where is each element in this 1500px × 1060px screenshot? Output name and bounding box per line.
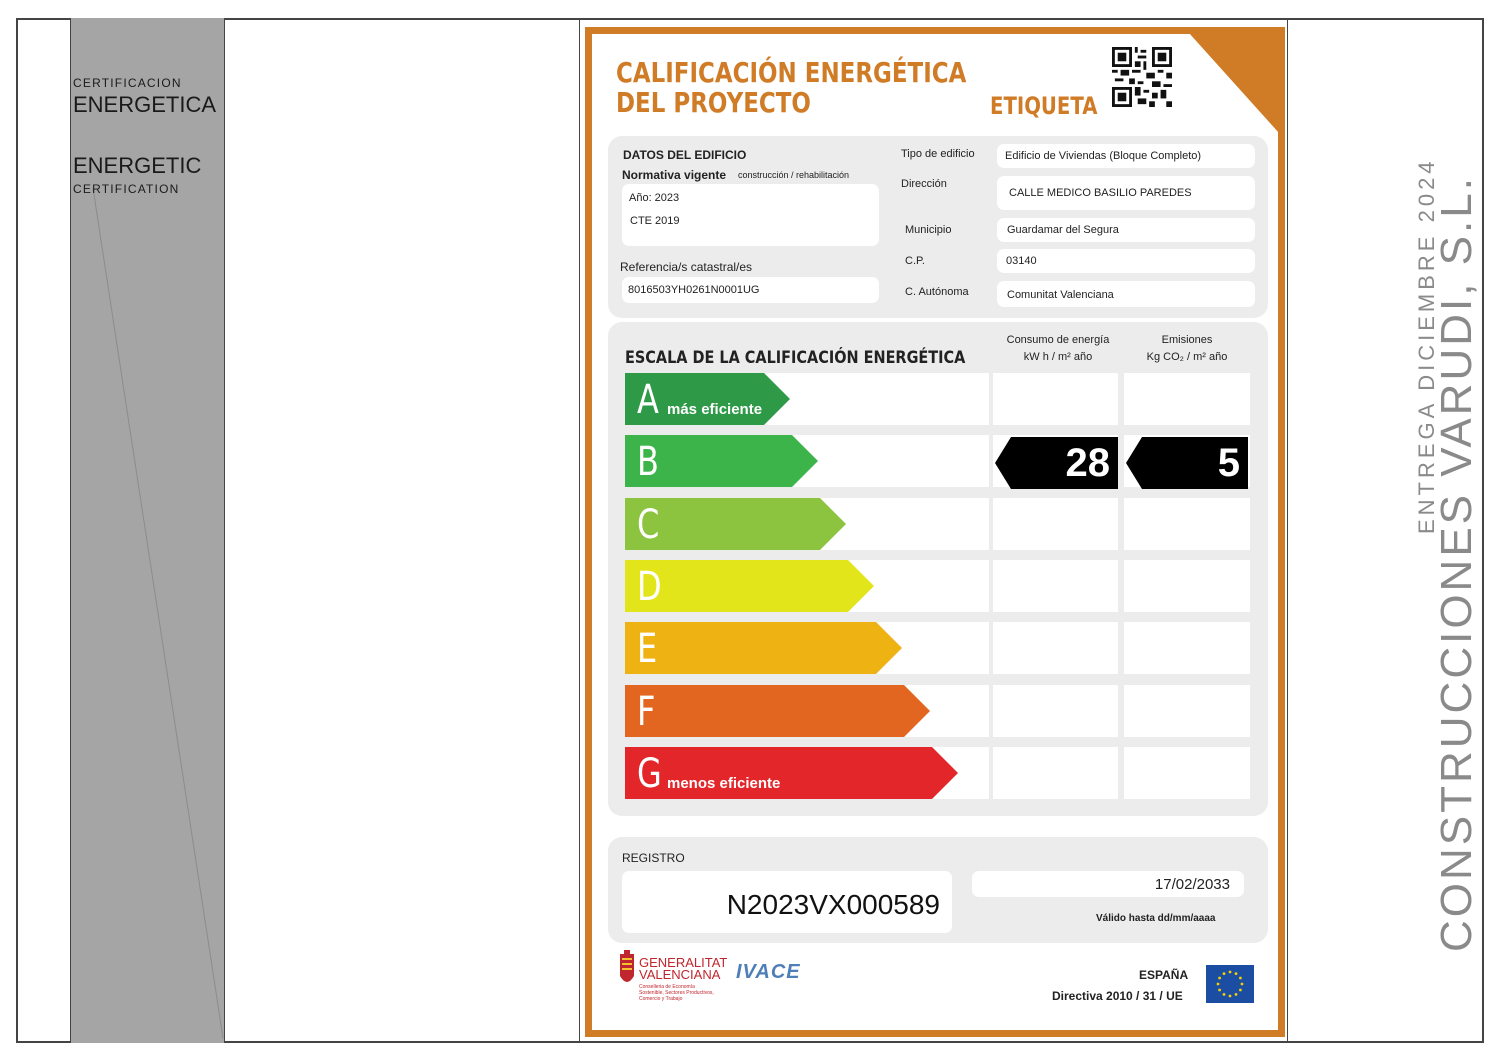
grade-arrow-g — [625, 747, 958, 799]
qr-code-icon[interactable] — [1112, 47, 1172, 107]
normativa-box — [622, 184, 879, 246]
conselleria-line1: Conselleria de Economía — [639, 984, 695, 990]
consumption-column-header — [988, 332, 1128, 366]
generalitat-line2: VALENCIANA — [639, 967, 721, 982]
direccion-box — [997, 176, 1255, 210]
registro-date: 17/02/2033 — [1154, 876, 1230, 893]
tipo-edificio-value: Edificio de Viviendas (Bloque Completo) — [1005, 150, 1202, 162]
energy-label — [585, 27, 1285, 1037]
grade-arrow-f — [625, 685, 930, 737]
label-title-line1: CALIFICACIÓN ENERGÉTICA — [616, 56, 967, 89]
consumption-value: 28 — [1065, 441, 1110, 485]
emissions-cell — [1124, 373, 1250, 425]
column-divider-left — [579, 18, 580, 1043]
emissions-cell — [1124, 622, 1250, 674]
emissions-value: 5 — [1217, 441, 1240, 485]
grade-sublabel: menos eficiente — [667, 775, 781, 792]
grade-letter: E — [637, 626, 658, 672]
grade-arrow-b — [625, 435, 818, 487]
grade-arrow-a — [625, 373, 790, 425]
consumption-header-line1: Consumo de energía — [1006, 334, 1110, 346]
registro-date-box — [972, 871, 1244, 897]
energy-scale-title: ESCALA DE LA CALIFICACIÓN ENERGÉTICA — [625, 348, 966, 368]
catastral-box — [622, 277, 879, 303]
cp-label: C.P. — [905, 255, 925, 267]
registro-number-box — [622, 871, 952, 933]
municipio-value: Guardamar del Segura — [1007, 224, 1119, 236]
sidebar-line-energetic: ENERGETIC — [73, 153, 202, 178]
comunidad-value: Comunitat Valenciana — [1007, 289, 1114, 301]
consumption-cell — [993, 747, 1118, 799]
directiva-text: Directiva 2010 / 31 / UE — [1052, 989, 1183, 1003]
consumption-cell — [993, 373, 1118, 425]
municipio-box — [997, 218, 1255, 242]
cp-value: 03140 — [1006, 255, 1037, 267]
grade-arrow-e — [625, 622, 902, 674]
building-section-title: DATOS DEL EDIFICIO — [623, 148, 747, 162]
grade-sublabel: más eficiente — [667, 401, 763, 418]
consumption-value-marker — [995, 437, 1118, 489]
conselleria-line3: Comercio y Trabajo — [639, 996, 683, 1002]
normativa-norm: CTE 2019 — [630, 215, 680, 227]
ivace-logo: IVACE — [736, 961, 801, 983]
eu-flag-icon — [1206, 965, 1254, 1003]
emissions-header-line1: Emisiones — [1161, 334, 1213, 346]
emissions-value-marker — [1126, 437, 1248, 489]
generalitat-logo-text — [639, 957, 727, 981]
comunidad-label: C. Autónoma — [905, 286, 969, 298]
direccion-label: Dirección — [901, 178, 947, 190]
consumption-cell — [993, 560, 1118, 612]
energy-label-inner — [592, 34, 1278, 1030]
grade-letter: A — [637, 377, 659, 423]
consumption-cell — [993, 498, 1118, 550]
registro-label: REGISTRO — [622, 851, 685, 865]
grade-arrow-c — [625, 498, 846, 550]
consumption-cell — [993, 622, 1118, 674]
company-name-vertical: CONSTRUCCIONES VARUDI, S.L. — [1432, 175, 1481, 952]
consumption-header-line2: kW h / m² año — [1023, 351, 1093, 363]
conselleria-text — [639, 984, 714, 1002]
grade-letter: D — [637, 564, 662, 610]
grade-letter: B — [637, 439, 659, 485]
normativa-year: Año: 2023 — [629, 192, 680, 204]
cp-box — [997, 249, 1255, 273]
label-etiqueta: ETIQUETA — [990, 92, 1098, 120]
building-data-panel — [608, 136, 1268, 318]
conselleria-line2: Sostenible, Sectores Productivos, — [639, 990, 714, 996]
normativa-label: Normativa vigente — [622, 168, 727, 182]
registro-number: N2023VX000589 — [726, 889, 940, 920]
grade-letter: F — [637, 689, 656, 735]
registro-valid-label: Válido hasta dd/mm/aaaa — [1096, 913, 1216, 924]
left-sidebar — [70, 18, 225, 1043]
grade-arrow-d — [625, 560, 874, 612]
emissions-cell — [1124, 498, 1250, 550]
direccion-value: CALLE MEDICO BASILIO PAREDES — [1009, 187, 1192, 199]
emissions-header-line2: Kg CO₂ / m² año — [1146, 351, 1228, 363]
generalitat-line1: GENERALITAT — [639, 955, 728, 970]
emissions-cell — [1124, 747, 1250, 799]
catastral-label: Referencia/s catastral/es — [620, 260, 753, 274]
generalitat-shield-icon — [618, 950, 636, 992]
comunidad-box — [997, 281, 1255, 307]
grade-letter: C — [637, 502, 660, 548]
catastral-value: 8016503YH0261N0001UG — [628, 284, 760, 296]
emissions-cell — [1124, 560, 1250, 612]
sidebar-line-energetica: ENERGETICA — [73, 92, 217, 117]
grade-letter: G — [637, 751, 662, 797]
normativa-sublabel: construcción / rehabilitación — [738, 170, 850, 180]
label-title-line2: DEL PROYECTO — [616, 86, 811, 119]
tipo-edificio-label: Tipo de edificio — [901, 148, 975, 160]
delivery-date-vertical: ENTREGA DICIEMBRE 2024 — [1414, 157, 1439, 534]
column-divider-right — [1287, 18, 1288, 1043]
registro-panel — [608, 837, 1268, 943]
tipo-edificio-box — [997, 144, 1255, 168]
sidebar-line-certificacion: CERTIFICACION — [73, 76, 182, 90]
municipio-label: Municipio — [905, 224, 952, 236]
consumption-cell — [993, 685, 1118, 737]
emissions-column-header — [1122, 332, 1252, 366]
emissions-cell — [1124, 685, 1250, 737]
label-corner-decoration — [1189, 33, 1279, 143]
sidebar-line-certification: CERTIFICATION — [73, 182, 180, 196]
espana-text: ESPAÑA — [1139, 968, 1189, 982]
